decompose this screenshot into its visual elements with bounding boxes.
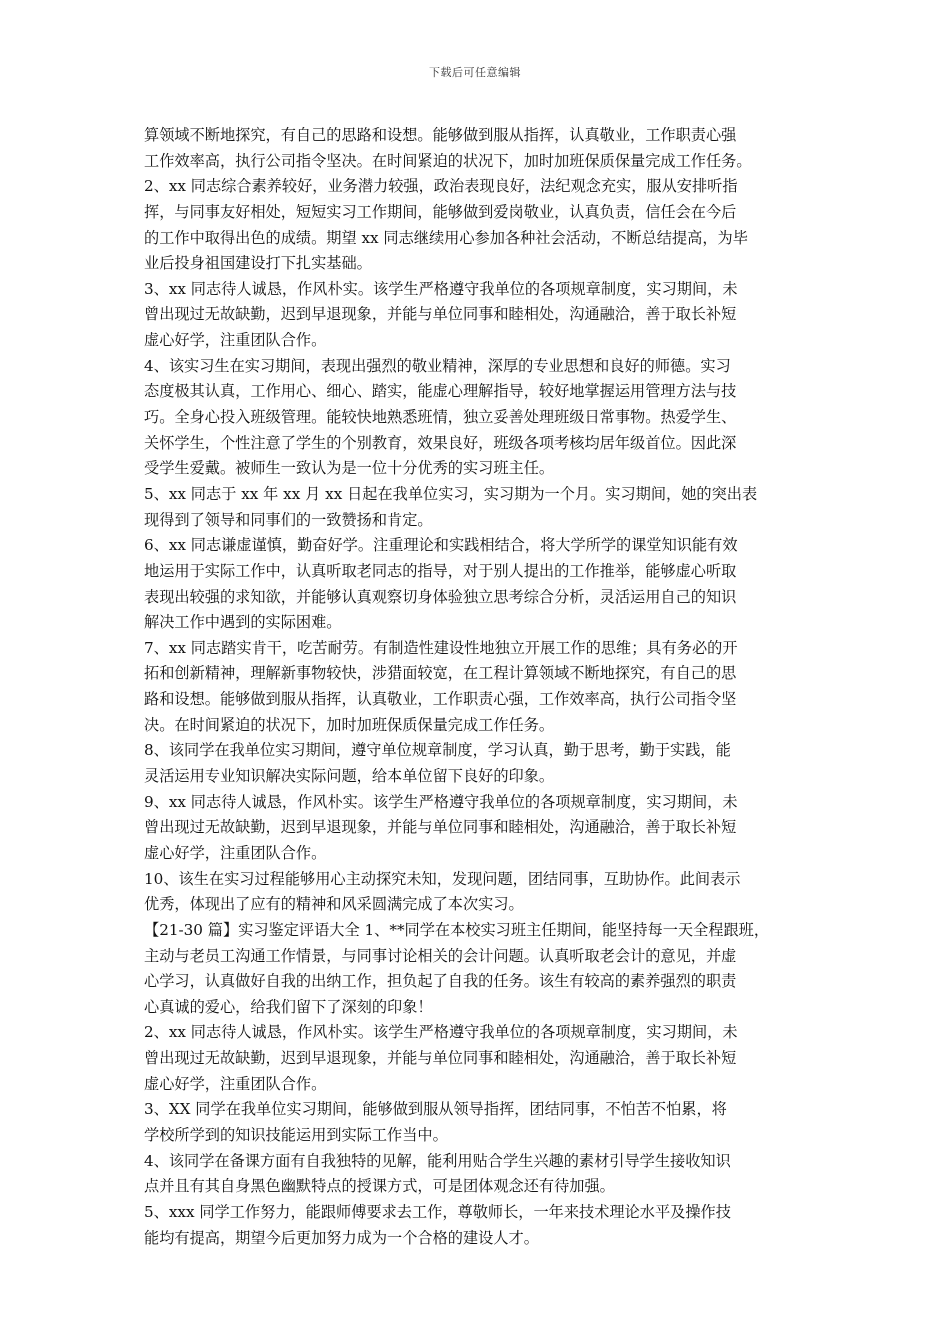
text-line: 心学习，认真做好自我的出纳工作，担负起了自我的任务。该生有较高的素养强烈的职责 <box>144 972 737 991</box>
text-line: 7、xx 同志踏实肯干，吃苦耐劳。有制造性建设性地独立开展工作的思维；具有务必的开 <box>144 638 738 657</box>
text-line: 3、xx 同志待人诚恳，作风朴实。该学生严格遵守我单位的各项规章制度，实习期间，未 <box>144 279 738 298</box>
text-line: 2、xx 同志待人诚恳，作风朴实。该学生严格遵守我单位的各项规章制度，实习期间，未 <box>144 1023 738 1042</box>
text-line: 关怀学生，个性注意了学生的个别教育，效果良好，班级各项考核均居年级首位。因此深 <box>144 433 737 452</box>
text-line: 3、XX 同学在我单位实习期间，能够做到服从领导指挥，团结同事，不怕苦不怕累，将 <box>144 1100 727 1119</box>
text-line: 路和设想。能够做到服从指挥，认真敬业，工作职责心强，工作效率高，执行公司指令坚 <box>144 690 737 709</box>
text-line: 的工作中取得出色的成绩。期望 xx 同志继续用心参加各种社会活动，不断总结提高，为毕 <box>144 228 748 247</box>
text-line: 解决工作中遇到的实际困难。 <box>144 613 342 632</box>
text-line: 6、xx 同志谦虚谨慎，勤奋好学。注重理论和实践相结合，将大学所学的课堂知识能有效 <box>144 536 738 555</box>
text-line: 4、该同学在备课方面有自我独特的见解，能利用贴合学生兴趣的素材引导学生接收知识 <box>144 1151 731 1170</box>
text-line: 曾出现过无故缺勤，迟到早退现象，并能与单位同事和睦相处，沟通融洽，善于取长补短 <box>144 818 737 837</box>
text-line: 主动与老员工沟通工作情景，与同事讨论相关的会计问题。认真听取老会计的意见，并虚 <box>144 946 737 965</box>
text-line: 挥，与同事友好相处，短短实习工作期间，能够做到爱岗敬业，认真负责，信任会在今后 <box>144 202 737 221</box>
text-line: 5、xx 同志于 xx 年 xx 月 xx 日起在我单位实习，实习期为一个月。实习期间，她的突出表 <box>144 484 758 503</box>
text-line: 虚心好学，注重团队合作。 <box>144 1074 327 1093</box>
text-line: 地运用于实际工作中，认真听取老同志的指导，对于别人提出的工作推举，能够虚心听取 <box>144 561 737 580</box>
text-line: 算领域不断地探究，有自己的思路和设想。能够做到服从指挥，认真敬业，工作职责心强 <box>144 126 737 144</box>
text-line: 2、xx 同志综合素养较好，业务潜力较强，政治表现良好，法纪观念充实，服从安排听指 <box>144 177 738 196</box>
text-line: 优秀，体现出了应有的精神和风采圆满完成了本次实习。 <box>144 895 524 914</box>
text-line: 灵活运用专业知识解决实际问题，给本单位留下良好的印象。 <box>144 767 555 786</box>
text-line: 现得到了领导和同事们的一致赞扬和肯定。 <box>144 510 433 529</box>
text-line: 虚心好学，注重团队合作。 <box>144 331 327 350</box>
text-line: 学校所学到的知识技能运用到实际工作当中。 <box>144 1125 448 1144</box>
text-line: 能均有提高，期望今后更加努力成为一个合格的建设人才。 <box>144 1228 539 1247</box>
text-line: 点并且有其自身黑色幽默特点的授课方式，可是团体观念还有待加强。 <box>144 1177 615 1196</box>
text-line: 10、该生在实习过程能够用心主动探究未知，发现问题，团结同事，互助协作。此间表示 <box>144 869 741 888</box>
document-body <box>144 123 812 1251</box>
text-line: 8、该同学在我单位实习期间，遵守单位规章制度，学习认真，勤于思考，勤于实践，能 <box>144 741 731 760</box>
text-line: 9、xx 同志待人诚恳，作风朴实。该学生严格遵守我单位的各项规章制度，实习期间，未 <box>144 792 738 811</box>
text-line: 受学生爱戴。被师生一致认为是一位十分优秀的实习班主任。 <box>144 459 555 478</box>
text-line: 巧。全身心投入班级管理。能较快地熟悉班情，独立妥善处理班级日常事物。热爱学生、 <box>144 408 737 427</box>
text-line: 态度极其认真，工作用心、细心、踏实，能虚心理解指导，较好地掌握运用管理方法与技 <box>144 382 737 401</box>
text-line: 工作效率高，执行公司指令坚决。在时间紧迫的状况下，加时加班保质保量完成工作任务。 <box>144 151 752 170</box>
text-line: 心真诚的爱心，给我们留下了深刻的印象！ <box>144 997 433 1016</box>
text-line: 虚心好学，注重团队合作。 <box>144 843 327 862</box>
text-line: 【21-30 篇】实习鉴定评语大全 1、**同学在本校实习班主任期间，能坚持每一天全程跟班， <box>144 920 770 939</box>
text-line: 表现出较强的求知欲，并能够认真观察切身体验独立思考综合分析，灵活运用自己的知识 <box>144 587 737 606</box>
text-line: 业后投身祖国建设打下扎实基础。 <box>144 254 372 273</box>
text-line: 决。在时间紧迫的状况下，加时加班保质保量完成工作任务。 <box>144 715 555 734</box>
text-line: 4、该实习生在实习期间，表现出强烈的敬业精神，深厚的专业思想和良好的师德。实习 <box>144 356 731 375</box>
text-line: 5、xxx 同学工作努力，能跟师傅要求去工作，尊敬师长，一年来技术理论水平及操作技 <box>144 1202 731 1221</box>
text-line: 曾出现过无故缺勤，迟到早退现象，并能与单位同事和睦相处，沟通融洽，善于取长补短 <box>144 1049 737 1068</box>
page-header: 下载后可任意编辑 <box>429 66 521 79</box>
text-line: 曾出现过无故缺勤，迟到早退现象，并能与单位同事和睦相处，沟通融洽，善于取长补短 <box>144 305 737 324</box>
text-line: 拓和创新精神，理解新事物较快，涉猎面较宽，在工程计算领域不断地探究，有自己的思 <box>144 664 737 683</box>
